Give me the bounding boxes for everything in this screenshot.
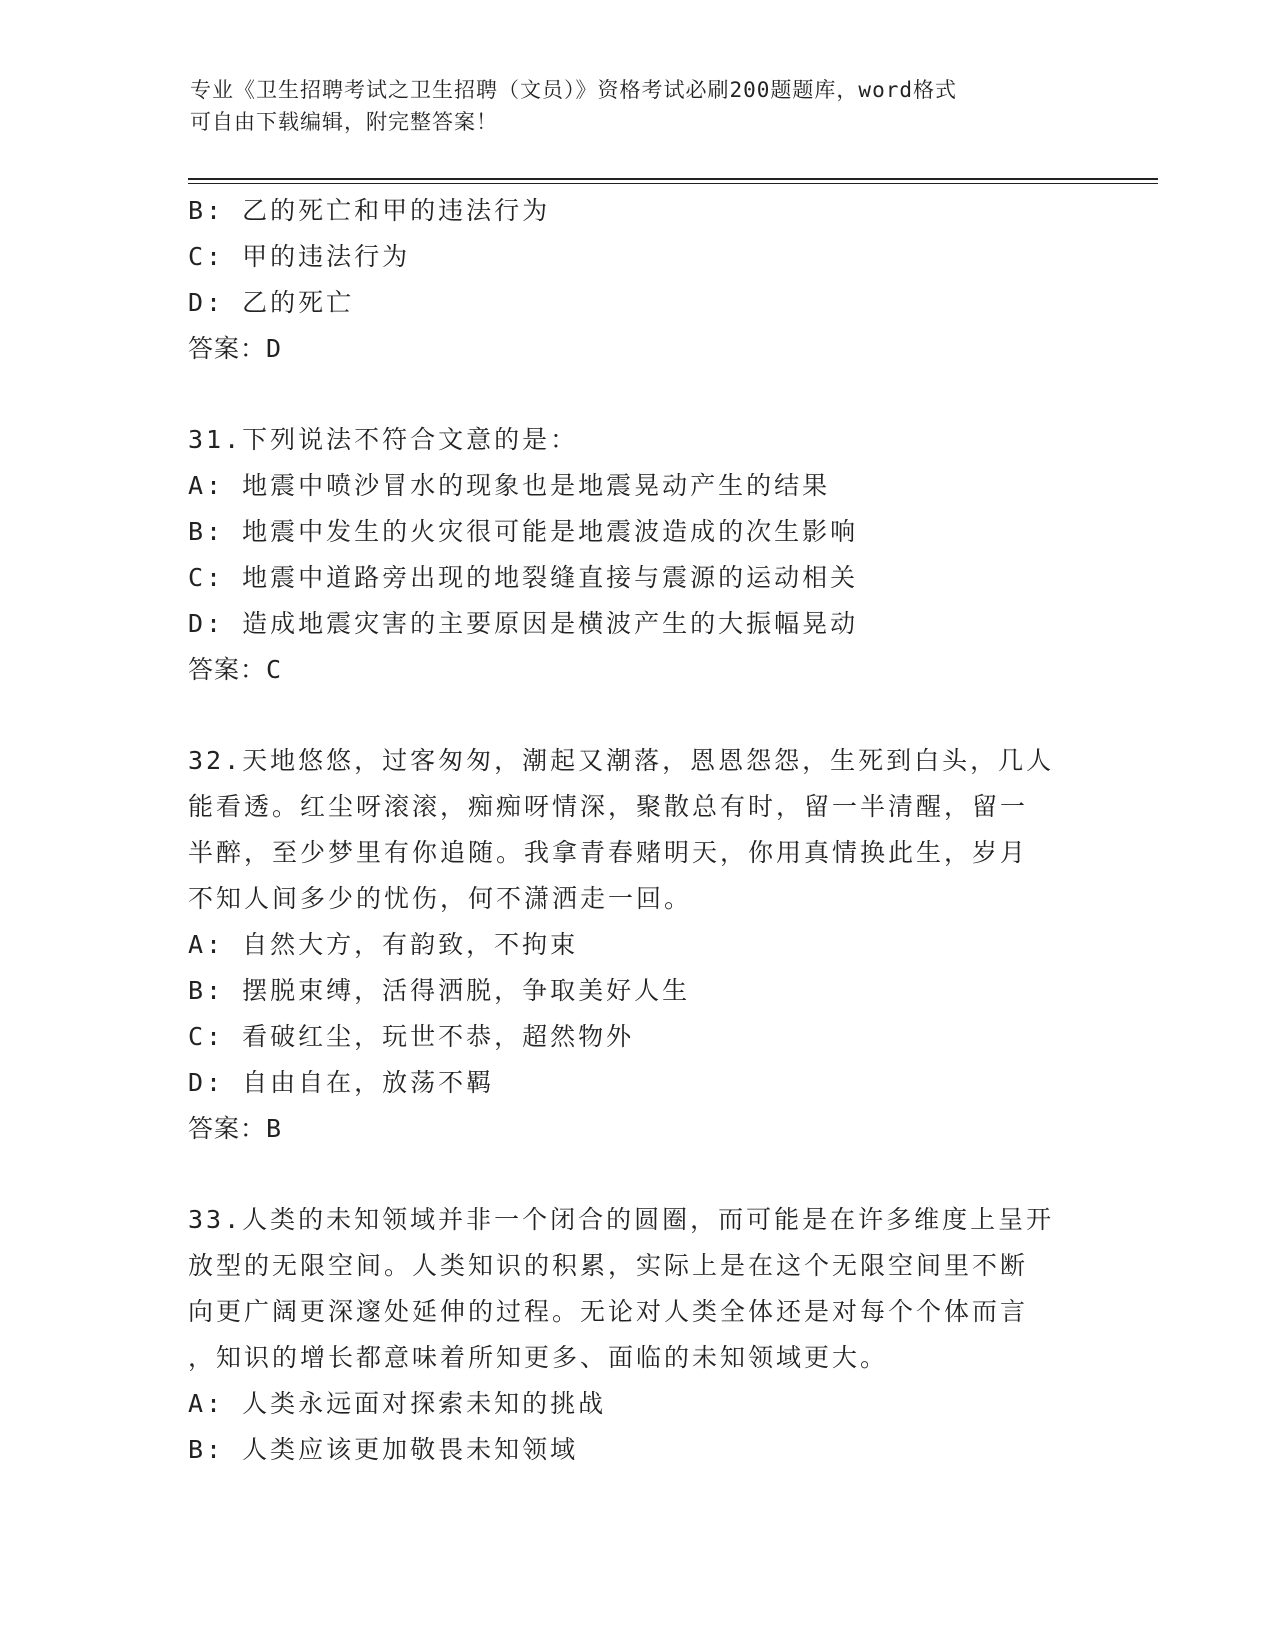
question-stem-line: 向更广阔更深邃处延伸的过程。无论对人类全体还是对每个个体而言 (188, 1297, 1029, 1326)
header-divider (188, 178, 1158, 180)
option-a: A: 人类永远面对探索未知的挑战 (188, 1389, 607, 1418)
option-c: C: 看破红尘，玩世不恭，超然物外 (188, 1022, 635, 1051)
spacer (188, 693, 1088, 738)
prev-question (188, 188, 1088, 372)
question-stem-line: 不知人间多少的忧伤，何不潇洒走一回。 (188, 884, 693, 913)
header-line-1: 专业《卫生招聘考试之卫生招聘（文员）》资格考试必刷200题题库，word格式 (190, 78, 957, 102)
answer-line: 答案：C (188, 655, 283, 684)
option-d: D: 乙的死亡 (188, 288, 355, 317)
question-32 (188, 738, 1088, 1152)
question-33 (188, 1197, 1088, 1473)
question-stem-line: 放型的无限空间。人类知识的积累，实际上是在这个无限空间里不断 (188, 1251, 1029, 1280)
option-c: C: 地震中道路旁出现的地裂缝直接与震源的运动相关 (188, 563, 859, 592)
document-header (190, 74, 1090, 138)
question-stem-line: ，知识的增长都意味着所知更多、面临的未知领域更大。 (188, 1343, 889, 1372)
question-stem-line: 半醉，至少梦里有你追随。我拿青春赌明天，你用真情换此生，岁月 (188, 838, 1029, 867)
spacer (188, 372, 1088, 417)
option-c: C: 甲的违法行为 (188, 242, 411, 271)
question-stem-line: 32.天地悠悠，过客匆匆，潮起又潮落，恩恩怨怨，生死到白头，几人 (188, 746, 1055, 775)
question-content (188, 188, 1088, 1473)
option-a: A: 自然大方，有韵致，不拘束 (188, 930, 579, 959)
option-b: B: 摆脱束缚，活得洒脱，争取美好人生 (188, 976, 691, 1005)
option-a: A: 地震中喷沙冒水的现象也是地震晃动产生的结果 (188, 471, 831, 500)
answer-line: 答案：D (188, 334, 283, 363)
option-d: D: 自由自在，放荡不羁 (188, 1068, 495, 1097)
option-d: D: 造成地震灾害的主要原因是横波产生的大振幅晃动 (188, 609, 859, 638)
question-stem-line: 能看透。红尘呀滚滚，痴痴呀情深，聚散总有时，留一半清醒，留一 (188, 792, 1029, 821)
answer-line: 答案：B (188, 1114, 283, 1143)
header-line-2: 可自由下载编辑，附完整答案！ (190, 110, 498, 134)
header-divider-thin (188, 183, 1158, 184)
question-stem: 31.下列说法不符合文意的是： (188, 425, 579, 454)
question-stem-line: 33.人类的未知领域并非一个闭合的圆圈，而可能是在许多维度上呈开 (188, 1205, 1055, 1234)
spacer (188, 1152, 1088, 1197)
option-b: B: 地震中发生的火灾很可能是地震波造成的次生影响 (188, 517, 859, 546)
question-31 (188, 417, 1088, 693)
option-b: B: 人类应该更加敬畏未知领域 (188, 1435, 579, 1464)
option-b: B: 乙的死亡和甲的违法行为 (188, 196, 551, 225)
